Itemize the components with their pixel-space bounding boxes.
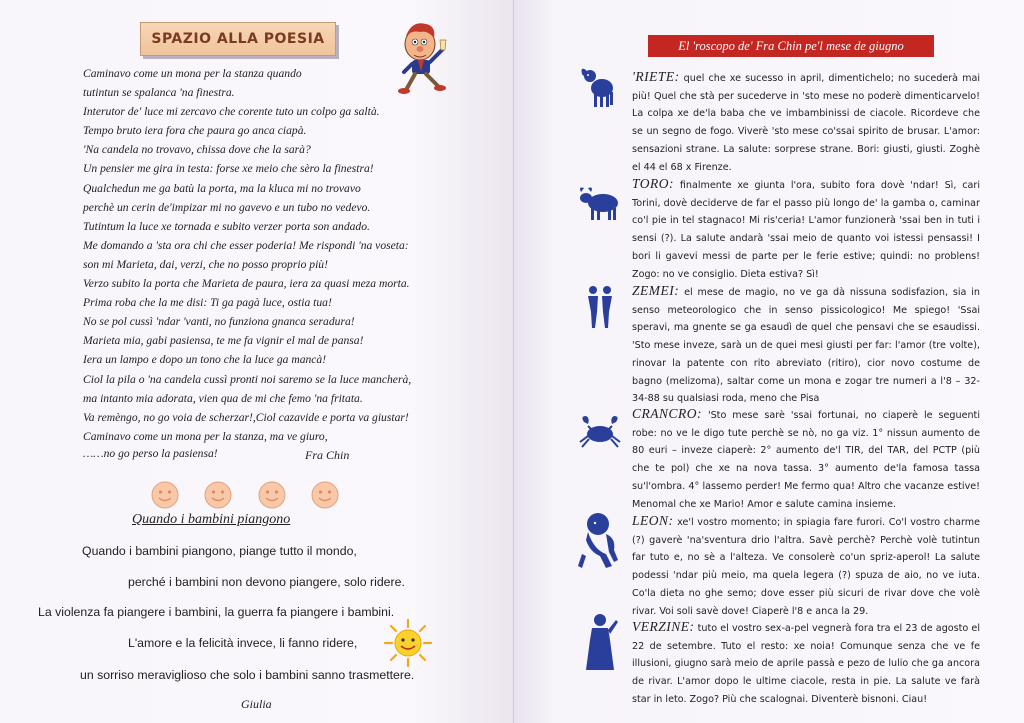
bull-icon — [576, 178, 624, 226]
poem-line: son mi Marieta, dai, verzi, che no posso proprio più! — [83, 257, 328, 271]
lion-icon — [576, 510, 624, 570]
horoscope-gemini — [632, 282, 980, 408]
horoscope-leo — [632, 512, 980, 620]
smiley-icon — [150, 480, 180, 510]
twins-icon — [576, 282, 624, 330]
sign-name: LEON: — [632, 513, 674, 528]
poetry-section-title: SPAZIO ALLA POESIA — [140, 22, 336, 56]
poem-line: No se pol cussì 'ndar 'vanti, no funziona gnanca seradura! — [83, 315, 355, 329]
poem-author: Fra Chin — [305, 448, 350, 462]
horoscope-aries — [632, 68, 980, 176]
smiley-icon — [203, 480, 233, 510]
poem-line: Tutintum la luce xe tornada e subito verzer porta son andado. — [83, 219, 370, 233]
horoscope-cancer — [632, 405, 980, 513]
poem-line: Tempo bruto iera fora che paura go anca ciapà. — [83, 124, 307, 138]
poem-line: tutintun se spalanca 'na finestra. — [83, 86, 235, 100]
poem-line: 'Na candela no trovavo, chissa dove che la sarà? — [83, 143, 311, 157]
sign-text: quel che xe sucesso in april, dimentichelo; no sucederà mai più! Quel che stà per sucederve in 'sto mese no poderè dimenticarvelo! La colpa xe de'la baba che ve imbambinissi de ciacole. Ricordeve che se un segno de fogo. Viverè 'sto mese co'ssai spirito de brusar. L'amor: sensazioni strane. La salute: sorprese strane. Bori: giusti, giusti. Zoghè el 44 el 68 x Firenze. — [632, 73, 980, 173]
smiley-icon — [310, 480, 340, 510]
sign-text: finalmente xe giunta l'ora, subito fora dovè 'ndar! Sì, cari Torini, dovè deciderve de far el passo più longo de' la gamba o, caminar co'l pie in tel stagnaco! Mi ris'ceria! L'amor funzionerà 'ssai ben in tuti i sensi (?). La salute andarà 'ssai meio de quanto voi istessi pensassi! I bori li gavevi messi de parte per le ferie estive; quindi: no problens! Zogo: no ve consiglio. Dieta estiva? Sì! — [632, 180, 980, 280]
poem-line: Caminavo come un mona per la stanza, ma ve giuro, — [83, 429, 328, 443]
poem-line: Verzo subito la porta che Marieta de paura, iera za quasi meza morta. — [83, 277, 410, 291]
sign-name: CRANCRO: — [632, 406, 702, 421]
smiley-icon — [257, 480, 287, 510]
poem-line: Qualchedun me ga batù la porta, ma la kluca mi no trovavo — [83, 181, 361, 195]
crab-icon — [576, 408, 624, 456]
sign-text: xe'l vostro momento; in spiagia fare furori. Co'l vostro charme (?) gaverè 'na'sventura drio l'altra. Savè perchè? Perchè volè tutintun far tuto e, no sè a l'alteza. Ve consolerè co'un spriz-aperol! La salute podessi 'ndar più meio, ma quela legera (?) spuza de aio, no ve iuta. Co'la dieta no ghe semo; dove esser più sicuri de rivar dove che volè rivar. Voi soli savè dove! Ciaperè l'8 e anca la 29. — [632, 517, 980, 617]
poem-line: Me domando a 'sta ora chi che esser poderia! Me rispondi 'na voseta: — [83, 238, 409, 252]
smiley-row — [150, 480, 340, 510]
poem-line: Marieta mia, gabi pasiensa, te me fa vignir el mal de pansa! — [83, 334, 364, 348]
horoscope-title: El 'roscopo de' Fra Chin pe'l mese de giugno — [648, 35, 934, 57]
kids-poem-author: Giulia — [241, 697, 272, 711]
sign-name: 'RIETE: — [632, 69, 680, 84]
sign-text: 'Sto mese sarè 'ssai fortunai, no ciaperè le seguenti robe: no ve le digo tute perchè se nò, no ga viz. 1° nissun aumento de 80 euri – inveze ciaperè: 2° aumento de'l TIR, del TAR, del PCTP (più che te pol) che xe na nova tassa. 3° aumento de'la famosa tassa su'l'ombra. 4° lassemo perder! Me fermo qua! Altro che vacanze estive! Menomal che xe Mario! Amor e salute camina insieme. — [632, 410, 980, 510]
poem-line: Iera un lampo e dopo un tono che la luce ga mancà! — [83, 353, 327, 367]
kids-poem-line: un sorriso meraviglioso che solo i bambini sanno trasmettere. — [80, 668, 415, 682]
bleed-through — [60, 470, 63, 481]
poem-line: Prima roba che la me disi: Ti ga pagà luce, ostia tua! — [83, 296, 332, 310]
poem-line: Un pensier me gira in testa: forse xe meio che sèro la finestra! — [83, 162, 374, 176]
virgin-icon — [576, 610, 624, 674]
ram-icon — [576, 62, 624, 110]
sun-icon — [383, 618, 433, 668]
sign-text: tuto el vostro sex-a-pel vegnerà fora tra el 23 de agosto el 22 de setembre. Tuto el resto: xe noia! Comunque senza che ve fe illusioni, giugno sarà meio de aprile passà e pezo de lulio che ga ancora de rivar. L'amor dopo le ultime ciacole, resta in pie. La salute ve farà star in leto. Zogo? Più che scalognai. Diventerè bisnoni. Ciau! — [632, 623, 980, 705]
poem-line: ma intanto mia adorata, vien qua de mi che femo 'na fritata. — [83, 391, 363, 405]
horoscope-taurus — [632, 175, 980, 283]
sign-name: VERZINE: — [632, 619, 695, 634]
poem-line: Va remèngo, no go voia de scherzar!,Ciol cazavide e porta va giustar! — [83, 410, 409, 424]
kids-poem-line: L'amore e la felicità invece, li fanno ridere, — [128, 636, 358, 650]
poem-text — [83, 64, 483, 446]
kids-poem-line: La violenza fa piangere i bambini, la guerra fa piangere i bambini. — [38, 605, 395, 619]
sign-name: TORO: — [632, 176, 675, 191]
poem-last-line: ……no go perso la pasiensa! — [83, 447, 218, 460]
poem-line: Interutor de' luce mi zercavo che corente tuto un colpo ga saltà. — [83, 105, 380, 119]
horoscope-virgo — [632, 618, 980, 709]
kids-poem-title: Quando i bambini piangono — [132, 512, 291, 527]
poem-line: Caminavo come un mona per la stanza quando — [83, 67, 302, 80]
poem-line: perchè un cerin de'impizar mi no gavevo e un tubo no vedevo. — [83, 200, 371, 214]
kids-poem-line: perché i bambini non devono piangere, solo ridere. — [128, 575, 405, 589]
sign-text: el mese de magio, no ve ga dà nissuna sodisfazion, sia in senso meteorologico che in senso pissicologico! Me spiego! 'Ssai speravi, ma gnente se ga esaudì de quel che pensavi che se esaudissi. 'Sto mese inveze, sarà un de quei mesi giusti per far: l'amor (tre volte), rinovar la patente con rito abreviato (ritiro), cior novo costume de bagno (melizoma), saltar come un mona e zogar tre numeri a l'8 – 32-34-88 su qualsiasi roda, meno che Pisa — [632, 287, 980, 405]
kids-poem-line: Quando i bambini piangono, piange tutto il mondo, — [82, 544, 357, 558]
poem-line: Ciol la pila o 'na candela cussì pronti noi saremo se la luce mancherà, — [83, 372, 412, 386]
sign-name: ZEMEI: — [632, 283, 680, 298]
